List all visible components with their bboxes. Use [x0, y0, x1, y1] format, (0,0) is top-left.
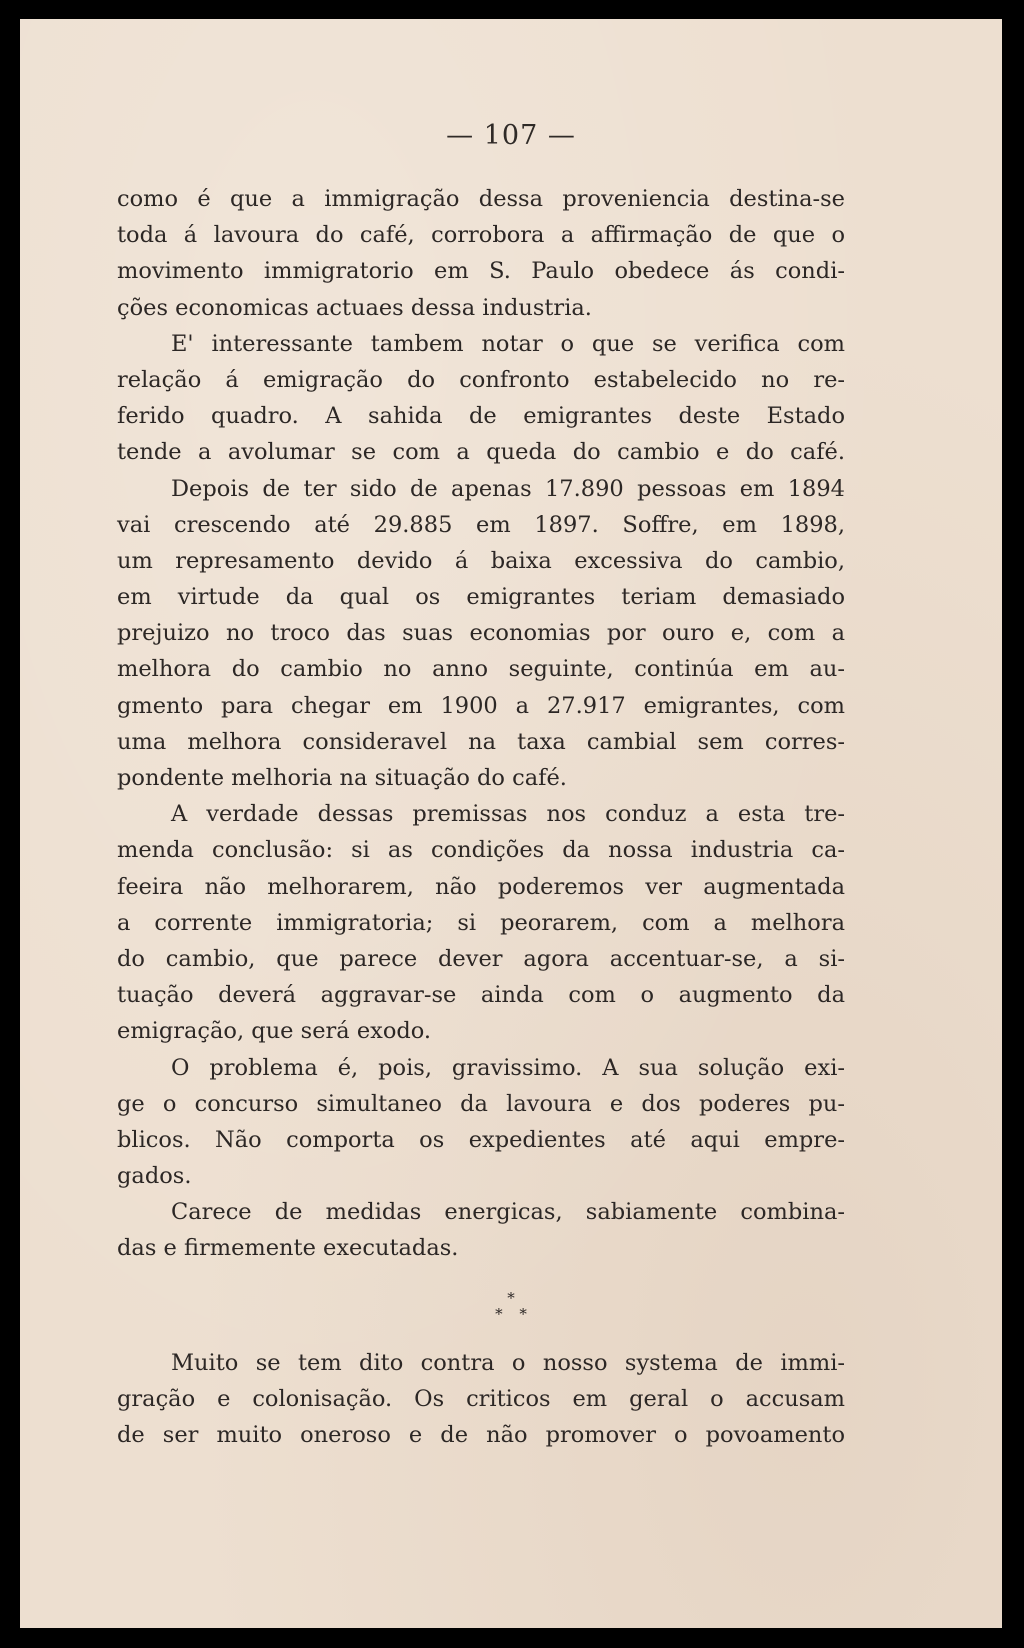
text-line: a corrente immigratoria; si peorarem, com a melhora	[117, 909, 845, 936]
text-line: A verdade dessas premissas nos conduz a esta tre-	[171, 801, 845, 828]
asterism-bottom: * *	[495, 1305, 533, 1323]
text-line: blicos. Não comporta os expedientes até aqui empre-	[117, 1126, 845, 1153]
text-line: emigração, que será exodo.	[117, 1018, 432, 1045]
text-line: pondente melhoria na situação do café.	[117, 765, 567, 791]
text-line: O problema é, pois, gravissimo. A sua solução exi-	[171, 1054, 845, 1081]
text-line: Depois de ter sido de apenas 17.890 pessoas em 1894	[171, 475, 845, 502]
text-line: ferido quadro. A sahida de emigrantes deste Estado	[117, 403, 845, 430]
text-line: menda conclusão: si as condições da nossa industria ca-	[117, 837, 845, 864]
text-line: ge o concurso simultaneo da lavoura e dos poderes pu-	[117, 1090, 845, 1117]
text-line: um represamento devido á baixa excessiva do cambio,	[117, 547, 845, 574]
text-line: feeira não melhorarem, não poderemos ver augmentada	[117, 873, 845, 900]
text-line: como é que a immigração dessa proveniencia destina-se	[117, 186, 845, 212]
closing-paragraph-block	[117, 1345, 845, 1454]
text-line: gração e colonisação. Os criticos em geral o accusam	[117, 1386, 845, 1413]
text-line: do cambio, que parece dever agora accentuar-se, a si-	[117, 945, 845, 972]
section-separator	[20, 1290, 1002, 1322]
paragraph-block	[117, 181, 845, 1267]
asterism-top: *	[507, 1289, 515, 1307]
text-line: prejuizo no troco das suas economias por ouro e, com a	[117, 620, 845, 647]
text-line: uma melhora consideravel na taxa cambial sem corres-	[117, 728, 845, 755]
text-line: Carece de medidas energicas, sabiamente combina-	[171, 1199, 845, 1226]
text-line: gmento para chegar em 1900 a 27.917 emigrantes, com	[117, 692, 845, 719]
book-page	[20, 19, 1002, 1628]
text-line: tende a avolumar se com a queda do cambio e do café.	[117, 439, 845, 466]
text-line: melhora do cambio no anno seguinte, continúa em au-	[117, 656, 845, 683]
text-line: das e firmemente executadas.	[117, 1235, 459, 1262]
text-line: E' interessante tambem notar o que se verifica com	[171, 330, 845, 357]
text-line: movimento immigratorio em S. Paulo obedece ás condi-	[117, 258, 845, 285]
text-line: ções economicas actuaes dessa industria.	[117, 294, 592, 321]
text-line: vai crescendo até 29.885 em 1897. Soffre, em 1898,	[117, 511, 845, 538]
page-number: — 107 —	[446, 120, 576, 151]
text-line: tuação deverá aggravar-se ainda com o augmento da	[117, 982, 845, 1009]
text-line: em virtude da qual os emigrantes teriam demasiado	[117, 584, 845, 611]
text-line: toda á lavoura do café, corrobora a affirmação de que o	[117, 222, 845, 249]
text-line: de ser muito oneroso e de não promover o povoamento	[117, 1422, 845, 1449]
text-line: gados.	[117, 1163, 192, 1190]
text-line: relação á emigração do confronto estabelecido no re-	[117, 366, 845, 393]
text-line: Muito se tem dito contra o nosso systema de immi-	[171, 1350, 845, 1376]
